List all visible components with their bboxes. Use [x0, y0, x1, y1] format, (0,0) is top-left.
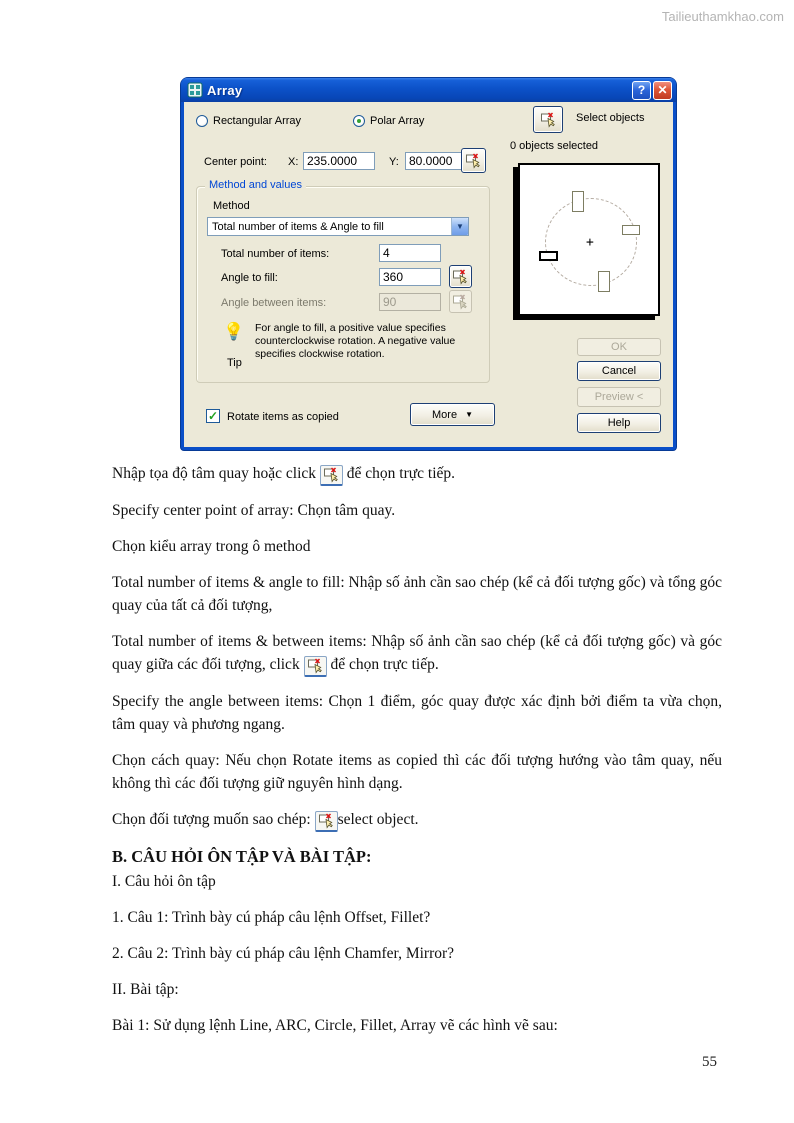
total-items-label: Total number of items: — [221, 248, 330, 260]
pick-center-point-button[interactable] — [461, 148, 486, 173]
pick-point-icon — [452, 269, 469, 285]
document-text — [112, 462, 722, 1050]
preview-center-mark: + — [586, 235, 594, 250]
pick-point-icon — [465, 153, 482, 169]
paragraph: Specify center point of array: Chọn tâm quay. — [112, 502, 396, 519]
help-titlebar-button[interactable]: ? — [632, 81, 651, 100]
pick-point-icon — [320, 465, 343, 486]
select-object-icon — [315, 811, 338, 832]
center-x-input[interactable] — [303, 152, 375, 170]
paragraph-text: để chọn trực tiếp. — [326, 656, 439, 673]
rotate-items-checkbox[interactable]: ✓ — [207, 409, 219, 423]
pick-angle-to-fill-button[interactable] — [449, 265, 472, 288]
watermark: Tailieuthamkhao.com — [661, 9, 784, 24]
x-label: X: — [288, 156, 299, 168]
polar-array-radio[interactable] — [353, 115, 365, 127]
close-icon[interactable]: ✕ — [653, 81, 672, 100]
method-combobox[interactable] — [207, 217, 469, 236]
preview-item-top — [572, 191, 584, 212]
paragraph-text: Total number of items & between items: Nhập số ảnh cần sao chép (kể cả đối tượng gốc) và góc quay giữa các đối tượng, click — [112, 633, 722, 673]
paragraph: Specify the angle between items: Chọn 1 điểm, góc quay được xác định bởi điểm ta vừa chọn, tâm quay và phương ngang. — [112, 693, 722, 733]
angle-to-fill-input[interactable] — [379, 268, 441, 286]
paragraph-text: select object. — [337, 811, 419, 828]
paragraph: Total number of items & angle to fill: Nhập số ảnh cần sao chép (kể cả đối tượng gốc) và tổng góc quay của tất cả đối tượng, — [112, 574, 722, 614]
paragraph — [112, 630, 722, 677]
method-label: Method — [213, 200, 250, 212]
paragraph: Chọn cách quay: Nếu chọn Rotate items as copied thì các đối tượng hướng vào tâm quay, nếu không thì các đối tượng giữ nguyên hình dạng. — [112, 752, 722, 792]
page-number: 55 — [702, 1054, 717, 1070]
tip-text: For angle to fill, a positive value specifies counterclockwise rotation. A negative value specifies clockwise rotation. — [255, 322, 456, 360]
ok-button: OK — [577, 338, 661, 356]
select-objects-icon — [540, 112, 557, 128]
rotate-items-label: Rotate items as copied — [227, 411, 339, 423]
paragraph — [112, 462, 722, 486]
dialog-title: Array — [207, 82, 243, 98]
paragraph: Chọn kiểu array trong ô method — [112, 538, 311, 555]
subsection-label: I. Câu hỏi ôn tập — [112, 873, 216, 890]
rectangular-array-label: Rectangular Array — [213, 115, 302, 127]
paragraph-text: Chọn đối tượng muốn sao chép: — [112, 811, 315, 828]
total-items-input[interactable] — [379, 244, 441, 262]
more-button[interactable] — [410, 403, 495, 426]
y-label: Y: — [389, 156, 399, 168]
chevron-down-icon[interactable]: ▼ — [451, 218, 468, 235]
paragraph-text: để chọn trực tiếp. — [342, 465, 456, 482]
preview-item-right — [622, 225, 640, 235]
angle-to-fill-label: Angle to fill: — [221, 272, 278, 284]
method-and-values-legend: Method and values — [205, 179, 306, 191]
select-objects-button[interactable] — [533, 106, 563, 133]
section-heading: B. CÂU HỎI ÔN TẬP VÀ BÀI TẬP: — [112, 847, 372, 866]
preview-item-left — [539, 251, 558, 261]
array-dialog — [181, 78, 676, 450]
paragraph — [112, 808, 722, 832]
method-and-values-group — [196, 179, 490, 383]
preview-item-bottom — [598, 271, 610, 292]
array-dialog-icon — [187, 82, 203, 98]
cancel-button[interactable]: Cancel — [577, 361, 661, 381]
exercise-item: Bài 1: Sử dụng lệnh Line, ARC, Circle, Fillet, Array vẽ các hình vẽ sau: — [112, 1017, 558, 1034]
center-y-input[interactable] — [405, 152, 469, 170]
dialog-body — [184, 102, 673, 447]
more-arrow-icon: ▼ — [465, 410, 473, 419]
method-combobox-value: Total number of items & Angle to fill — [212, 220, 384, 233]
tip-label: Tip — [227, 357, 242, 369]
preview-button: Preview < — [577, 387, 661, 407]
question-item: 1. Câu 1: Trình bày cú pháp câu lệnh Offset, Fillet? — [112, 909, 431, 926]
pick-point-icon — [304, 656, 327, 677]
array-preview-panel — [518, 163, 660, 316]
center-point-label: Center point: — [204, 156, 267, 168]
dialog-titlebar — [181, 78, 676, 102]
question-item: 2. Câu 2: Trình bày cú pháp câu lệnh Chamfer, Mirror? — [112, 945, 455, 962]
pick-point-icon — [452, 294, 469, 310]
angle-between-input — [379, 293, 441, 311]
angle-between-label: Angle between items: — [221, 297, 327, 309]
polar-array-label: Polar Array — [370, 115, 425, 127]
objects-selected-status: 0 objects selected — [510, 140, 599, 152]
tip-lightbulb-icon: 💡 — [223, 322, 245, 341]
paragraph-text: Nhập tọa độ tâm quay hoặc click — [112, 465, 320, 482]
select-objects-label: Select objects — [576, 112, 645, 124]
help-button[interactable]: Help — [577, 413, 661, 433]
more-button-label: More — [432, 408, 458, 421]
pick-angle-between-button-disabled — [449, 290, 472, 313]
rectangular-array-radio[interactable] — [196, 115, 208, 127]
subsection-label: II. Bài tập: — [112, 981, 179, 998]
